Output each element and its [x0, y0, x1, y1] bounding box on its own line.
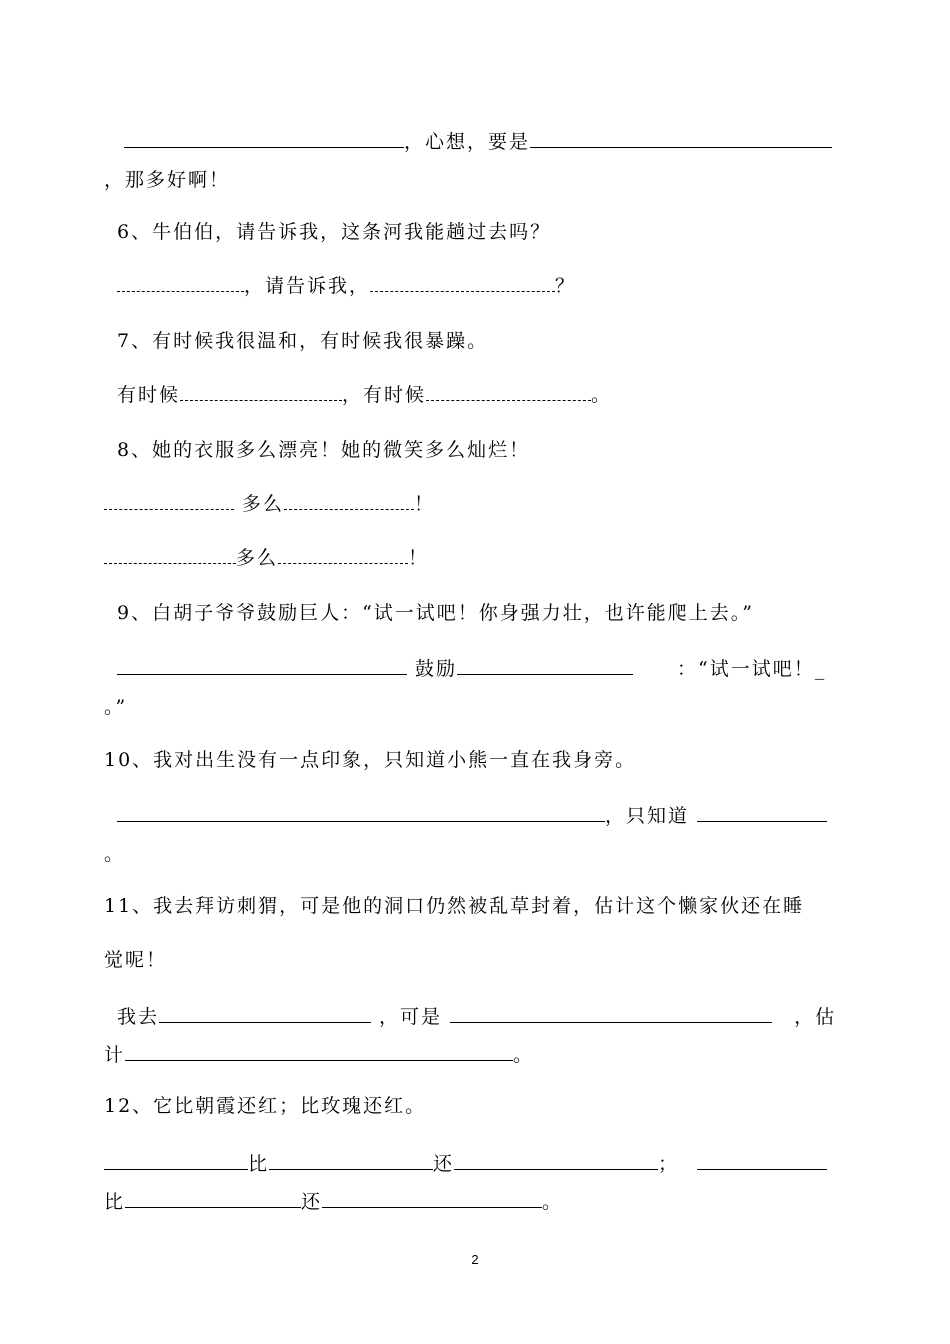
q12-question: 12、它比朝霞还红；比玫瑰还红。 [104, 1095, 427, 1117]
q10-question: 10、我对出生没有一点印象，只知道小熊一直在我身旁。 [104, 749, 637, 771]
q7-question: 7、有时候我很温和，有时候我很暴躁。 [117, 330, 489, 352]
q9-mid-text: 鼓励 [407, 658, 458, 680]
q12-bi-text-2: 比 [104, 1191, 126, 1213]
q11-answer-line-1 [117, 1002, 836, 1030]
q12-hai-text-2: 还 [301, 1191, 323, 1213]
q5-answer-line [124, 127, 832, 155]
blank[interactable] [117, 654, 407, 675]
blank[interactable] [104, 491, 234, 510]
q8-l1-end-text: ！ [414, 493, 436, 515]
blank[interactable] [457, 654, 633, 675]
q7-a-text: 有时候 [117, 384, 181, 406]
blank[interactable] [322, 1187, 542, 1208]
q8-l1-mid-text: 多么 [234, 493, 285, 515]
q11-a-text: 我去 [117, 1006, 160, 1028]
q11-d-text: 计 [104, 1044, 126, 1066]
q8-l2-end-text: ！ [408, 547, 430, 569]
page-number: 2 [471, 1252, 479, 1267]
q9-answer-end: 。” [104, 696, 128, 718]
q10-mid-text: ，只知道 [605, 805, 698, 827]
q11-c-text: ，估 [786, 1006, 837, 1028]
q9-after-text: ：“试一试吧！ [677, 658, 815, 680]
q8-l2-mid-text: 多么 [236, 547, 279, 569]
blank[interactable] [284, 491, 414, 510]
q6-answer-line [117, 273, 576, 299]
blank[interactable] [269, 1149, 433, 1170]
q7-end-text: 。 [591, 384, 613, 406]
q8-question: 8、她的衣服多么漂亮！她的微笑多么灿烂！ [117, 439, 531, 461]
blank[interactable] [117, 273, 244, 292]
q12-answer-line-2 [104, 1187, 563, 1215]
q5-mid-text: ，心想，要是 [404, 131, 531, 153]
blank[interactable] [104, 545, 236, 564]
q11-b-text: ，可是 [371, 1006, 451, 1028]
q12-semi-text: ； [658, 1153, 680, 1175]
q11-end-text: 。 [513, 1044, 535, 1066]
q8-answer-line-2 [104, 545, 429, 571]
blank[interactable] [454, 1149, 658, 1170]
blank[interactable] [125, 1187, 301, 1208]
q6-question: 6、牛伯伯，请告诉我，这条河我能趟过去吗？ [117, 221, 552, 243]
blank[interactable] [450, 1002, 772, 1023]
q6-end-text: ？ [555, 275, 577, 297]
q12-answer-line-1 [104, 1149, 827, 1177]
q7-b-text: ，有时候 [342, 384, 427, 406]
blank[interactable] [426, 382, 591, 401]
q10-answer-line [117, 801, 827, 829]
blank[interactable] [697, 801, 827, 822]
blank[interactable] [697, 1149, 827, 1170]
q8-answer-line-1 [104, 491, 435, 517]
blank[interactable] [125, 1040, 513, 1061]
blank[interactable] [370, 273, 555, 292]
blank[interactable] [124, 127, 404, 148]
q5-answer-end: ，那多好啊！ [104, 169, 231, 191]
q12-hai-text: 还 [433, 1153, 455, 1175]
q11-question-line-1: 11、我去拜访刺猬，可是他的洞口仍然被乱草封着，估计这个懒家伙还在睡 [104, 895, 805, 917]
blank[interactable] [117, 801, 605, 822]
blank[interactable] [159, 1002, 371, 1023]
q7-answer-line [117, 382, 612, 408]
blank[interactable] [278, 545, 408, 564]
q11-question-line-2: 觉呢！ [104, 949, 168, 971]
q9-answer-line [117, 654, 826, 682]
q6-mid-text: ，请告诉我， [244, 275, 371, 297]
q10-answer-end: 。 [104, 843, 126, 865]
blank[interactable] [180, 382, 342, 401]
q12-end-text: 。 [542, 1191, 564, 1213]
q12-bi-text: 比 [248, 1153, 270, 1175]
blank[interactable] [104, 1149, 248, 1170]
q11-answer-line-2 [104, 1040, 534, 1068]
q9-tail-blank[interactable]: _ [814, 658, 827, 680]
blank[interactable] [530, 127, 832, 148]
q9-question: 9、白胡子爷爷鼓励巨人：“试一试吧！你身强力壮，也许能爬上去。” [117, 602, 755, 624]
